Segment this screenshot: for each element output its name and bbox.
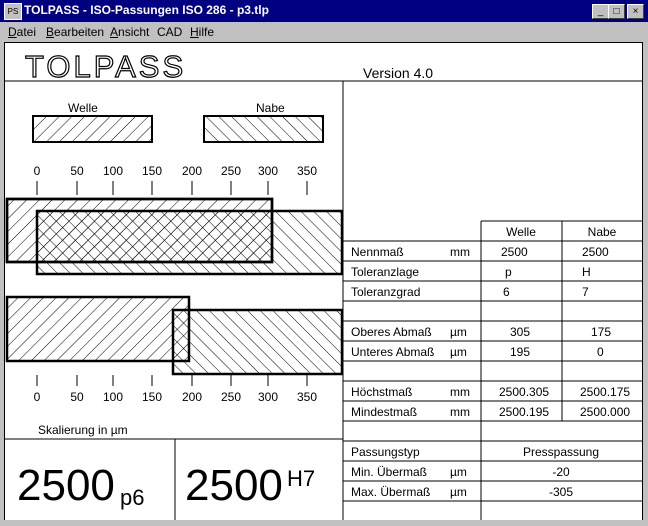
menu-hilfe-mnemonic: H	[190, 25, 199, 39]
table-row	[351, 385, 630, 399]
row-unit: mm	[450, 245, 470, 259]
menu-ansicht-label: nsicht	[118, 25, 150, 39]
menu-bearbeiten-label: earbeiten	[54, 25, 105, 39]
row-welle-value: 305	[510, 325, 531, 339]
app-icon[interactable]: PS	[4, 3, 22, 20]
row-label: Mindestmaß	[351, 405, 418, 419]
scale-caption: Skalierung in µm	[38, 423, 128, 437]
title-bar[interactable]	[0, 0, 648, 22]
menu-hilfe-label: ilfe	[198, 25, 215, 39]
row-nabe-value: H	[582, 265, 591, 279]
menu-cad[interactable]	[157, 25, 182, 39]
col-header-welle: Welle	[506, 225, 536, 239]
menu-datei-label: atei	[16, 25, 37, 39]
scale-top-label-350: 350	[296, 164, 318, 178]
scale-bottom-label-350: 350	[296, 390, 318, 404]
row-unit: µm	[450, 345, 467, 359]
fit-value: -20	[552, 465, 570, 479]
legend-shaft-label: Welle	[68, 101, 98, 115]
scale-top-label-200: 200	[181, 164, 203, 178]
scale-bottom-label-300: 300	[257, 390, 279, 404]
row-label: Nennmaß	[351, 245, 404, 259]
legend-shaft-swatch	[33, 116, 152, 142]
row-nabe-value: 0	[597, 345, 604, 359]
legend-hole-swatch	[204, 116, 323, 142]
row-label: Toleranzlage	[351, 265, 420, 279]
hole-fit-code: H7	[287, 466, 316, 491]
fit-row	[351, 445, 599, 459]
row-welle-value: 195	[510, 345, 531, 359]
fit-unit: µm	[450, 485, 467, 499]
menu-hilfe[interactable]	[190, 25, 214, 39]
fit-label: Min. Übermaß	[351, 465, 428, 479]
row-nabe-value: 7	[582, 285, 589, 299]
row-unit: mm	[450, 405, 470, 419]
row-label: Höchstmaß	[351, 385, 413, 399]
tolpass-logo: TOLPASS	[25, 49, 187, 84]
fit-row	[351, 465, 570, 479]
menu-cad-label: CAD	[157, 25, 183, 39]
version-label: Version 4.0	[363, 65, 434, 81]
row-welle-value: 2500	[501, 245, 528, 259]
close-button[interactable]: ×	[627, 4, 644, 19]
scale-top-label-0: 0	[33, 164, 41, 178]
upper-overlap-crosshatch	[37, 211, 272, 262]
scale-top	[34, 164, 318, 178]
scale-bottom-label-0: 0	[33, 390, 41, 404]
fit-unit: µm	[450, 465, 467, 479]
table-row	[351, 345, 604, 359]
scale-bottom-label-250: 250	[220, 390, 242, 404]
menu-ansicht[interactable]	[110, 25, 149, 39]
row-nabe-value: 2500.000	[580, 405, 631, 419]
scale-top-label-50: 50	[70, 164, 84, 178]
fit-label: Passungstyp	[351, 445, 420, 459]
table-row	[351, 405, 630, 419]
row-label: Oberes Abmaß	[351, 325, 432, 339]
menu-bearbeiten-mnemonic: B	[46, 25, 55, 39]
hole-nominal-size: 2500	[185, 461, 283, 510]
row-unit: mm	[450, 385, 470, 399]
fit-value: -305	[548, 485, 574, 499]
scale-top-label-150: 150	[141, 164, 163, 178]
scale-top-label-100: 100	[102, 164, 124, 178]
row-nabe-value: 175	[591, 325, 612, 339]
window-title: TOLPASS - ISO-Passungen ISO 286 - p3.tlp	[24, 3, 269, 17]
row-label: Toleranzgrad	[351, 285, 421, 299]
col-header-nabe: Nabe	[587, 225, 617, 239]
menu-datei[interactable]	[8, 25, 36, 39]
shaft-nominal-size: 2500	[17, 461, 115, 510]
scale-bottom-label-200: 200	[181, 390, 203, 404]
row-welle-value: 2500.305	[499, 385, 550, 399]
menu-bar	[0, 22, 648, 42]
menu-datei-mnemonic: D	[8, 25, 17, 39]
lower-shaft-bar	[173, 310, 342, 374]
tolpass-drawing	[5, 43, 642, 521]
row-unit: µm	[450, 325, 467, 339]
maximize-button[interactable]: □	[608, 4, 625, 19]
scale-bottom	[34, 390, 318, 404]
table-row	[351, 245, 609, 259]
shaft-fit-code: p6	[120, 485, 145, 510]
scale-top-label-300: 300	[257, 164, 279, 178]
row-nabe-value: 2500	[582, 245, 609, 259]
scale-bottom-label-50: 50	[70, 390, 84, 404]
fit-label: Max. Übermaß	[351, 485, 431, 499]
row-welle-value: p	[505, 265, 512, 279]
client-area	[4, 42, 643, 522]
scale-bottom-label-100: 100	[102, 390, 124, 404]
legend-hole-label: Nabe	[256, 101, 285, 115]
status-bar	[0, 520, 648, 526]
menu-bearbeiten[interactable]	[46, 25, 104, 39]
minimize-button[interactable]: _	[592, 4, 609, 19]
table-row	[351, 265, 591, 279]
table-row	[351, 285, 589, 299]
row-label: Unteres Abmaß	[351, 345, 435, 359]
row-nabe-value: 2500.175	[580, 385, 631, 399]
menu-ansicht-mnemonic: A	[110, 25, 119, 39]
scale-bottom-label-150: 150	[141, 390, 163, 404]
lower-hole-bar	[7, 297, 189, 361]
scale-top-label-250: 250	[220, 164, 242, 178]
fit-row	[351, 485, 573, 499]
fit-value: Presspassung	[522, 445, 600, 459]
row-welle-value: 2500.195	[499, 405, 550, 419]
row-welle-value: 6	[503, 285, 510, 299]
